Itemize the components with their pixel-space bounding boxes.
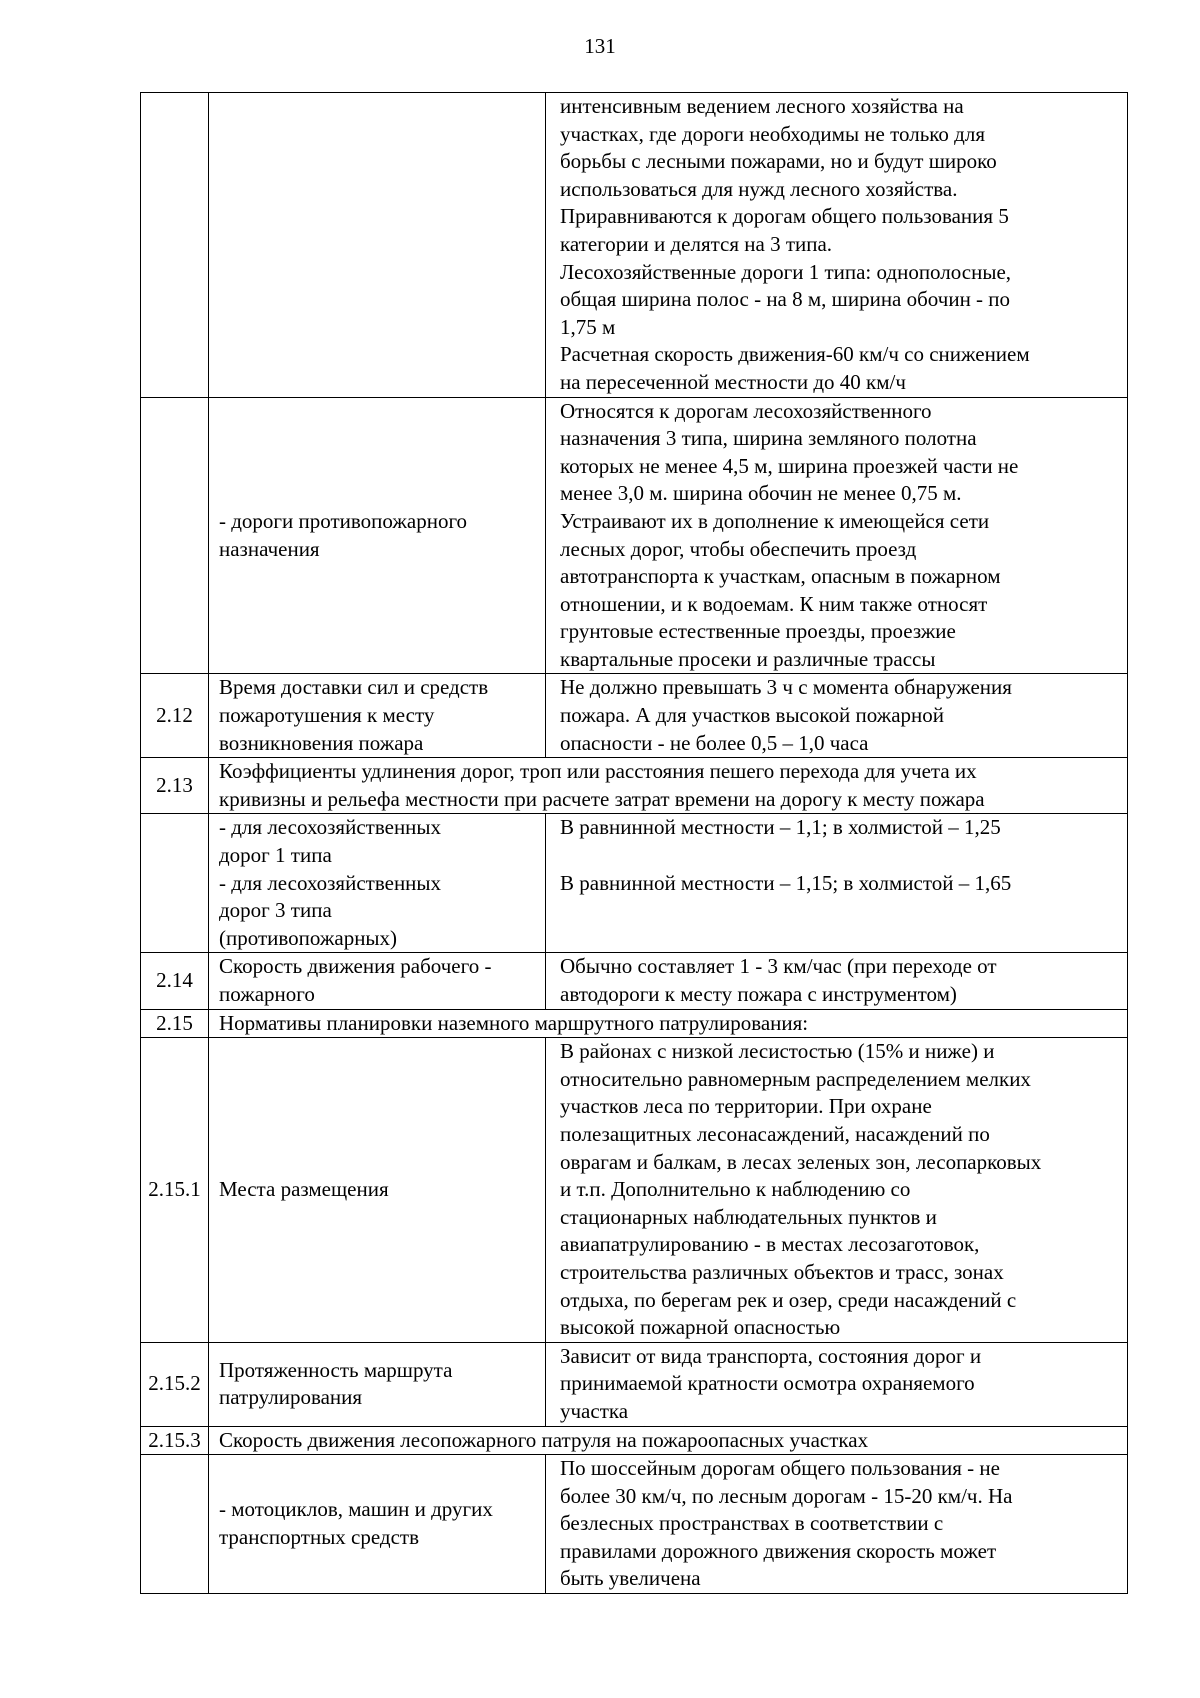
text-line: борьбы с лесными пожарами, но и будут широко — [560, 149, 997, 174]
text-line: грунтовые естественные проезды, проезжие — [560, 619, 956, 644]
blank-line — [560, 842, 1125, 870]
text-line: отдыха, по берегам рек и озер, среди насаждений с — [560, 1287, 1017, 1312]
text-line: более 30 км/ч, по лесным дорогам - 15-20 км/ч. На — [560, 1483, 1013, 1508]
text-line: В районах с низкой лесистостью (15% и ниже) и — [560, 1039, 995, 1064]
text-line: патрулирования — [219, 1385, 363, 1410]
text-line: полезащитных лесонасаждений, насаждений по — [560, 1121, 990, 1146]
row-number — [141, 1455, 209, 1594]
table-row — [141, 1009, 1128, 1038]
row-name — [209, 953, 546, 1009]
text-line: Скорость движения рабочего - — [219, 954, 492, 979]
text-line: категории и делятся на 3 типа. — [560, 231, 833, 256]
text-line: назначения — [219, 536, 320, 561]
row-value — [546, 953, 1128, 1009]
text-line: автотранспорта к участкам, опасным в пожарном — [560, 564, 1001, 589]
text-line: Расчетная скорость движения-60 км/ч со снижением — [560, 342, 1030, 367]
row-span-text — [209, 758, 1128, 814]
text-line: которых не менее 4,5 м, ширина проезжей части не — [560, 453, 1019, 478]
row-value — [546, 397, 1128, 674]
text-line: 1,75 м — [560, 314, 616, 339]
row-number: 2.14 — [141, 953, 209, 1009]
table-row — [141, 953, 1128, 1009]
row-value — [546, 814, 1128, 953]
text-line: Места размещения — [219, 1177, 389, 1202]
table-row — [141, 1455, 1128, 1594]
table-row — [141, 397, 1128, 674]
text-line: безлесных пространствах в соответствии с — [560, 1511, 944, 1536]
row-number: 2.13 — [141, 758, 209, 814]
text-line: и т.п. Дополнительно к наблюдению со — [560, 1177, 911, 1202]
text-line: - мотоциклов, машин и других — [219, 1497, 493, 1522]
row-span-text — [209, 1009, 1128, 1038]
row-span-text — [209, 1426, 1128, 1455]
row-name — [209, 814, 546, 953]
text-line: интенсивным ведением лесного хозяйства на — [560, 94, 964, 118]
row-name — [209, 1342, 546, 1426]
text-line: быть увеличена — [560, 1566, 701, 1591]
table-row — [141, 1426, 1128, 1455]
table-row — [141, 758, 1128, 814]
text-line: Относятся к дорогам лесохозяйственного — [560, 398, 932, 423]
row-value — [546, 1342, 1128, 1426]
row-value — [546, 674, 1128, 758]
text-line: строительства различных объектов и трасс, зонах — [560, 1259, 1004, 1284]
text-line: кривизны и рельефа местности при расчете затрат времени на дорогу к месту пожара — [219, 786, 985, 811]
text-line: - для лесохозяйственных — [219, 815, 442, 840]
row-value — [546, 1455, 1128, 1594]
row-number: 2.12 — [141, 674, 209, 758]
row-number — [141, 814, 209, 953]
row-name — [209, 1038, 546, 1343]
text-line: Обычно составляет 1 - 3 км/час (при переходе от — [560, 954, 997, 979]
text-line: авиапатрулированию - в местах лесозаготовок, — [560, 1232, 980, 1257]
row-value — [546, 93, 1128, 398]
text-line: Коэффициенты удлинения дорог, троп или расстояния пешего перехода для учета их — [219, 759, 977, 784]
text-line: Устраивают их в дополнение к имеющейся сети — [560, 508, 990, 533]
table-row — [141, 814, 1128, 953]
text-line: автодороги к месту пожара с инструментом) — [560, 982, 957, 1006]
text-line: участка — [560, 1398, 629, 1423]
text-line: использоваться для нужд лесного хозяйства. — [560, 176, 958, 201]
row-value — [546, 1038, 1128, 1343]
text-line: высокой пожарной опасностью — [560, 1315, 841, 1340]
row-name — [209, 397, 546, 674]
text-line: возникновения пожара — [219, 730, 424, 755]
row-name — [209, 674, 546, 758]
table-row — [141, 1038, 1128, 1343]
text-line: Протяженность маршрута — [219, 1357, 453, 1382]
table-row — [141, 674, 1128, 758]
text-line: лесных дорог, чтобы обеспечить проезд — [560, 536, 917, 561]
text-line: транспортных средств — [219, 1525, 420, 1550]
text-line: на пересеченной местности до 40 км/ч — [560, 369, 906, 394]
row-number: 2.15.1 — [141, 1038, 209, 1343]
text-line: опасности - не более 0,5 – 1,0 часа — [560, 730, 869, 755]
text-line: стационарных наблюдательных пунктов и — [560, 1204, 937, 1229]
text-line: оврагам и балкам, в лесах зеленых зон, лесопарковых — [560, 1149, 1042, 1174]
text-line: относительно равномерным распределением мелких — [560, 1066, 1031, 1091]
text-line: Зависит от вида транспорта, состояния дорог и — [560, 1343, 982, 1368]
row-number: 2.15.3 — [141, 1426, 209, 1455]
text-line: В равнинной местности – 1,15; в холмистой – 1,65 — [560, 870, 1012, 895]
text-line: отношении, и к водоемам. К ним также относят — [560, 591, 988, 616]
table-row — [141, 93, 1128, 398]
row-number — [141, 93, 209, 398]
text-line: - для лесохозяйственных — [219, 870, 442, 895]
text-line: - дороги противопожарного — [219, 508, 468, 533]
text-line: пожаротушения к месту — [219, 703, 435, 728]
text-line: дорог 1 типа — [219, 843, 332, 868]
text-line: В равнинной местности – 1,1; в холмистой – 1,25 — [560, 815, 1001, 840]
text-line: участках, где дороги необходимы не только для — [560, 121, 986, 146]
text-line: дорог 3 типа — [219, 898, 332, 923]
table-row — [141, 1342, 1128, 1426]
text-line: Лесохозяйственные дороги 1 типа: однополосные, — [560, 259, 1012, 284]
text-line: Нормативы планировки наземного маршрутного патрулирования: — [219, 1010, 809, 1035]
text-line: (противопожарных) — [219, 925, 398, 950]
norms-table — [140, 92, 1128, 1594]
text-line: По шоссейным дорогам общего пользования - не — [560, 1456, 1000, 1481]
text-line: пожара. А для участков высокой пожарной — [560, 703, 945, 728]
text-line: Скорость движения лесопожарного патруля на пожароопасных участках — [219, 1427, 869, 1452]
page-number: 131 — [584, 34, 616, 58]
text-line: участков леса по территории. При охране — [560, 1094, 932, 1119]
text-line: Время доставки сил и средств — [219, 675, 489, 700]
text-line: правилами дорожного движения скорость может — [560, 1538, 997, 1563]
row-name — [209, 93, 546, 398]
text-line: назначения 3 типа, ширина земляного полотна — [560, 426, 977, 451]
row-number — [141, 397, 209, 674]
text-line: Не должно превышать 3 ч с момента обнаружения — [560, 675, 1012, 700]
row-number: 2.15 — [141, 1009, 209, 1038]
text-line: квартальные просеки и различные трассы — [560, 646, 936, 671]
text-line: пожарного — [219, 982, 315, 1006]
row-number: 2.15.2 — [141, 1342, 209, 1426]
text-line: менее 3,0 м. ширина обочин не менее 0,75 м. — [560, 481, 962, 506]
row-name — [209, 1455, 546, 1594]
text-line: общая ширина полос - на 8 м, ширина обочин - по — [560, 287, 1011, 312]
text-line: принимаемой кратности осмотра охраняемого — [560, 1371, 975, 1396]
text-line: Приравниваются к дорогам общего пользования 5 — [560, 204, 1009, 229]
